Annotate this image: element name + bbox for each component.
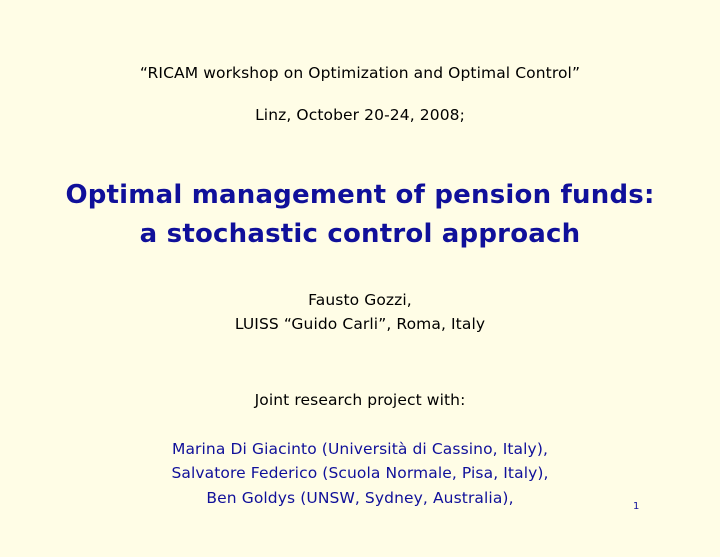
workshop-name: “RICAM workshop on Optimization and Optimal Control” (139, 64, 581, 82)
collaborator-1: Marina Di Giacinto (Università di Cassino, Italy), (171, 440, 549, 458)
page-number: 1 (633, 501, 640, 512)
slide-title-line-2: a stochastic control approach (139, 219, 581, 249)
author-affiliation: LUISS “Guido Carli”, Roma, Italy (234, 315, 486, 333)
author-name: Fausto Gozzi, (308, 291, 412, 309)
collaborator-2: Salvatore Federico (Scuola Normale, Pisa, Italy), (171, 464, 549, 482)
joint-research-heading: Joint research project with: (254, 391, 466, 409)
slide-title-line-1: Optimal management of pension funds: (65, 180, 655, 210)
location-date: Linz, October 20-24, 2008; (255, 106, 465, 124)
collaborator-3: Ben Goldys (UNSW, Sydney, Australia), (206, 489, 514, 507)
